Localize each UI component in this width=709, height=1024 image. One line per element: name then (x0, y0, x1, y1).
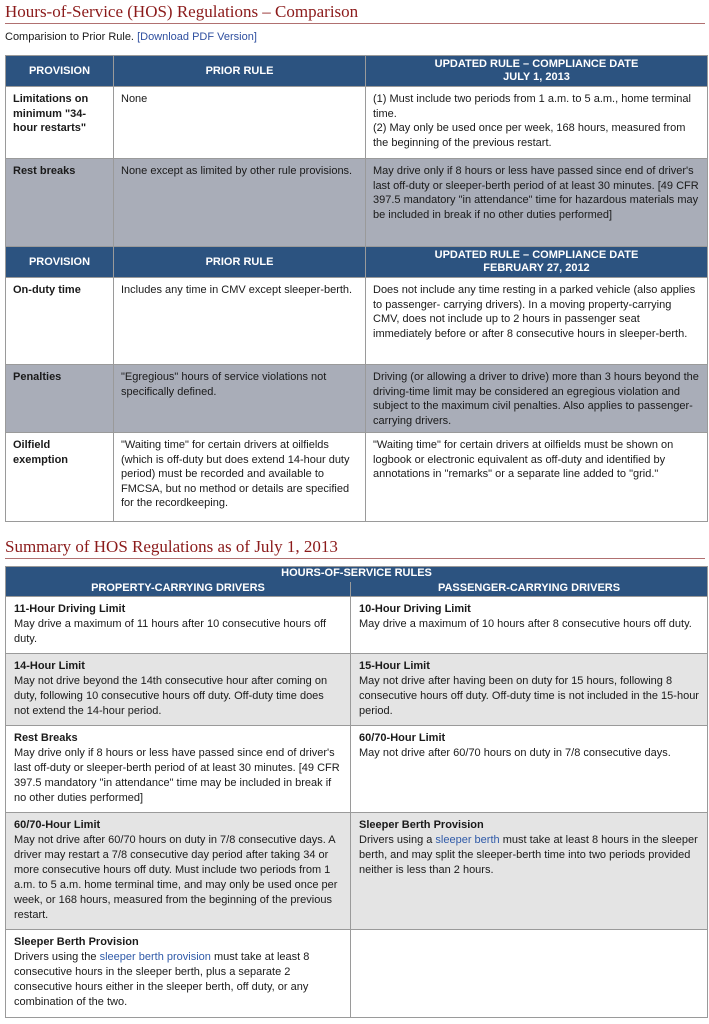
passenger-rule-cell (351, 597, 708, 654)
property-rule-cell (6, 930, 351, 1018)
summary-columns-row (6, 582, 708, 597)
header-provision: PROVISION (6, 56, 114, 87)
comparison-header-row (6, 56, 708, 87)
rule-text: May drive only if 8 hours or less have passed since end of driver's last off-duty or sleeper-berth period of at least 30 minutes. [49 CFR 397.5 mandatory "in attendance" time may be included in break if no other duties performed] (14, 747, 340, 804)
rule-title: 10-Hour Driving Limit (359, 603, 471, 615)
header-updated-date: FEBRUARY 27, 2012 (483, 262, 590, 274)
header-provision: PROVISION (6, 247, 114, 278)
page-title: Hours-of-Service (HOS) Regulations – Comparison (5, 3, 705, 24)
prior-rule-cell: None (114, 87, 366, 159)
header-updated-rule (366, 247, 708, 278)
summary-table (5, 566, 708, 1018)
updated-rule-cell: May drive only if 8 hours or less have passed since end of driver's last off-duty or sleeper-berth period of at least 30 minutes. [49 CFR 397.5 mandatory "in attendance" time for hazardous materials may be included in break if no other duties performed] (366, 159, 708, 247)
updated-rule-cell (366, 87, 708, 159)
summary-title: HOURS-OF-SERVICE RULES (6, 567, 708, 582)
header-prior-rule: PRIOR RULE (114, 247, 366, 278)
rule-text (359, 833, 699, 878)
table-row (6, 159, 708, 247)
column-property-carrying: PROPERTY-CARRYING DRIVERS (6, 582, 351, 597)
summary-row (6, 930, 708, 1018)
table-row (6, 365, 708, 433)
summary-heading: Summary of HOS Regulations as of July 1, 2013 (5, 538, 705, 559)
rule-text-post: must take at least 8 consecutive hours in the sleeper berth, plus a separate 2 consecutive hours either in the sleeper berth, off duty, or any combination of the two. (14, 951, 310, 1008)
rule-text: May not drive after 60/70 hours on duty in 7/8 consecutive days. (359, 747, 671, 759)
table-row (6, 87, 708, 159)
prior-rule-cell: "Waiting time" for certain drivers at oilfields (which is off-duty but does extend 14-hour duty period) must be recorded and available to FMCSA, but no method or details are specified for the recordkeeping. (114, 433, 366, 522)
rule-text: May drive a maximum of 11 hours after 10 consecutive hours off duty. (14, 618, 327, 645)
sleeper-berth-provision-link[interactable]: sleeper berth provision (99, 951, 211, 963)
property-rule-cell (6, 597, 351, 654)
summary-row (6, 597, 708, 654)
subheading (5, 31, 257, 44)
summary-row (6, 654, 708, 726)
rule-text (14, 950, 342, 1010)
rule-text: May not drive beyond the 14th consecutive hour after coming on duty, following 10 consecutive hours off duty. Off-duty time does not extend the 14-hour period. (14, 675, 328, 717)
prior-rule-cell: "Egregious" hours of service violations not specifically defined. (114, 365, 366, 433)
header-prior-rule: PRIOR RULE (114, 56, 366, 87)
rule-text-pre: Drivers using the (14, 951, 97, 963)
rule-title: 60/70-Hour Limit (359, 732, 446, 744)
updated-rule-item: (2) May only be used once per week, 168 hours, measured from the beginning of the previous restart. (373, 122, 686, 149)
property-rule-cell (6, 813, 351, 930)
rule-title: 60/70-Hour Limit (14, 819, 101, 831)
header-updated-date: JULY 1, 2013 (503, 71, 570, 83)
updated-rule-cell: Does not include any time resting in a parked vehicle (also applies to passenger- carrying drivers). In a moving property-carrying CMV, does not include up to 2 hours in passenger seat immediately before or after 8 consecutive hours in sleeper-berth. (366, 278, 708, 365)
prior-rule-cell: None except as limited by other rule provisions. (114, 159, 366, 247)
table-row (6, 433, 708, 522)
summary-row (6, 813, 708, 930)
rule-title: 11-Hour Driving Limit (14, 603, 126, 615)
subheading-text: Comparision to Prior Rule. (5, 31, 134, 43)
comparison-table (5, 55, 708, 522)
header-updated-label: UPDATED RULE – COMPLIANCE DATE (434, 249, 639, 261)
rule-title: 14-Hour Limit (14, 660, 85, 672)
summary-row (6, 726, 708, 813)
sleeper-berth-link[interactable]: sleeper berth (435, 834, 500, 846)
rule-text: May not drive after 60/70 hours on duty in 7/8 consecutive days. A driver may restart a 7/8 consecutive day period after taking 34 or more consecutive hours off duty. Must include two periods from 1 a.m. to 5 a.m. home terminal time, and may only be used once per week, or 168 hours, measured from the beginning of the previous restart. (14, 834, 338, 921)
rule-text: May not drive after having been on duty for 15 hours, following 8 consecutive hours off duty. Off-duty time is not included in the 15-hour period. (359, 675, 699, 717)
rule-title: 15-Hour Limit (359, 660, 430, 672)
comparison-header-row (6, 247, 708, 278)
passenger-rule-cell (351, 813, 708, 930)
passenger-rule-cell-empty (351, 930, 708, 1018)
table-row (6, 278, 708, 365)
passenger-rule-cell (351, 654, 708, 726)
provision-cell: On-duty time (6, 278, 114, 365)
property-rule-cell (6, 654, 351, 726)
provision-cell: Rest breaks (6, 159, 114, 247)
rule-title: Rest Breaks (14, 732, 78, 744)
rule-title: Sleeper Berth Provision (14, 936, 139, 948)
header-updated-label: UPDATED RULE – COMPLIANCE DATE (434, 58, 639, 70)
rule-title: Sleeper Berth Provision (359, 819, 484, 831)
updated-rule-item: (1) Must include two periods from 1 a.m. to 5 a.m., home terminal time. (373, 93, 691, 120)
updated-rule-cell: "Waiting time" for certain drivers at oilfields must be shown on logbook or electronic equivalent as off-duty and identified by annotations in "remarks" or a separate line added to "grid." (366, 433, 708, 522)
column-passenger-carrying: PASSENGER-CARRYING DRIVERS (351, 582, 708, 597)
provision-cell: Penalties (6, 365, 114, 433)
header-updated-rule (366, 56, 708, 87)
rule-text: May drive a maximum of 10 hours after 8 consecutive hours off duty. (359, 618, 692, 630)
updated-rule-cell: Driving (or allowing a driver to drive) more than 3 hours beyond the driving-time limit may be considered an egregious violation and subject to the maximum civil penalties. Also applies to passenger-carrying drivers. (366, 365, 708, 433)
rule-text-pre: Drivers using a (359, 834, 433, 846)
provision-cell: Limitations on minimum "34-hour restarts" (6, 87, 114, 159)
provision-cell: Oilfield exemption (6, 433, 114, 522)
rule-text-post: must take at least 8 hours in the sleeper berth, and may split the sleeper-berth time into two periods provided neither is less than 2 hours. (359, 834, 698, 876)
property-rule-cell (6, 726, 351, 813)
prior-rule-cell: Includes any time in CMV except sleeper-berth. (114, 278, 366, 365)
passenger-rule-cell (351, 726, 708, 813)
download-pdf-link[interactable]: [Download PDF Version] (137, 31, 257, 43)
summary-title-row (6, 567, 708, 582)
